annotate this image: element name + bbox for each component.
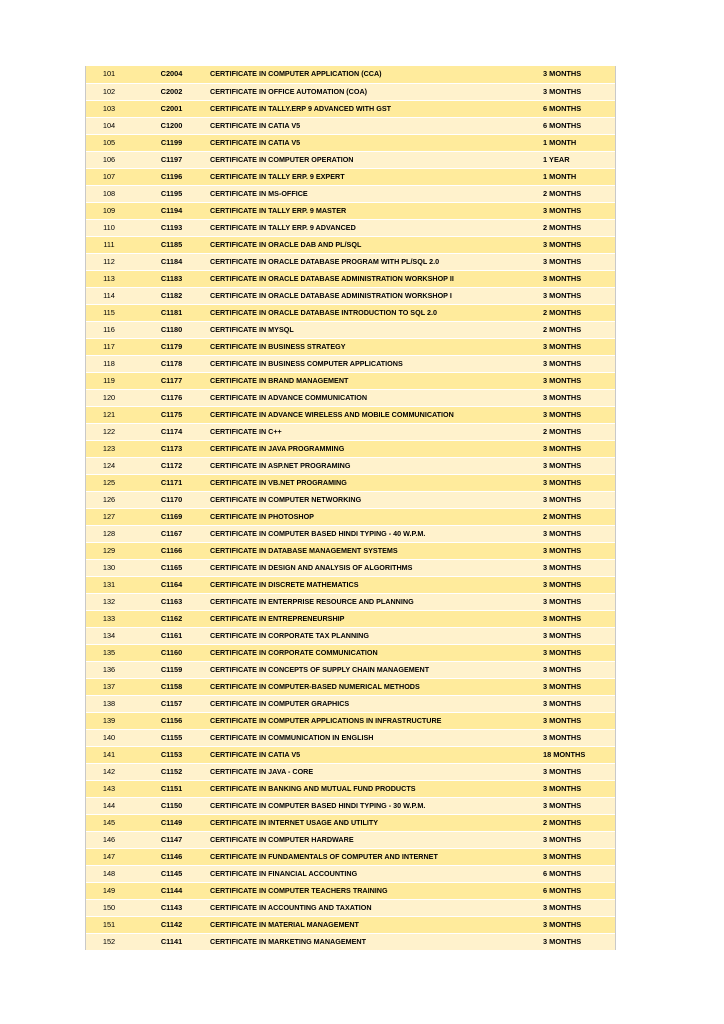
duration-cell: 3 MONTHS <box>537 355 616 372</box>
course-name-cell: CERTIFICATE IN COMPUTER BASED HINDI TYPING - 30 W.P.M. <box>204 797 537 814</box>
course-code-cell: C1175 <box>133 406 204 423</box>
table-row <box>85 457 616 474</box>
serial-number-cell: 126 <box>85 491 133 508</box>
course-name-cell: CERTIFICATE IN ORACLE DATABASE PROGRAM WITH PL/SQL 2.0 <box>204 253 537 270</box>
serial-number-cell: 123 <box>85 440 133 457</box>
course-code-cell: C1199 <box>133 134 204 151</box>
course-code-cell: C1174 <box>133 423 204 440</box>
course-code-cell: C1145 <box>133 865 204 882</box>
table-row <box>85 695 616 712</box>
course-code-cell: C1162 <box>133 610 204 627</box>
course-code-cell: C1173 <box>133 440 204 457</box>
duration-cell: 3 MONTHS <box>537 899 616 916</box>
course-name-cell: CERTIFICATE IN COMPUTER TEACHERS TRAINING <box>204 882 537 899</box>
course-code-cell: C1184 <box>133 253 204 270</box>
duration-cell: 2 MONTHS <box>537 185 616 202</box>
duration-cell: 3 MONTHS <box>537 933 616 950</box>
course-code-cell: C1144 <box>133 882 204 899</box>
table-row <box>85 678 616 695</box>
duration-cell: 3 MONTHS <box>537 780 616 797</box>
duration-cell: 3 MONTHS <box>537 542 616 559</box>
duration-cell: 3 MONTHS <box>537 712 616 729</box>
course-name-cell: CERTIFICATE IN BUSINESS COMPUTER APPLICATIONS <box>204 355 537 372</box>
course-name-cell: CERTIFICATE IN COMPUTER GRAPHICS <box>204 695 537 712</box>
course-code-cell: C1200 <box>133 117 204 134</box>
table-row <box>85 100 616 117</box>
duration-cell: 3 MONTHS <box>537 491 616 508</box>
course-code-cell: C1170 <box>133 491 204 508</box>
serial-number-cell: 117 <box>85 338 133 355</box>
serial-number-cell: 125 <box>85 474 133 491</box>
duration-cell: 3 MONTHS <box>537 678 616 695</box>
duration-cell: 3 MONTHS <box>537 236 616 253</box>
serial-number-cell: 105 <box>85 134 133 151</box>
course-code-cell: C1178 <box>133 355 204 372</box>
duration-cell: 3 MONTHS <box>537 559 616 576</box>
duration-cell: 2 MONTHS <box>537 814 616 831</box>
table-row <box>85 151 616 168</box>
course-name-cell: CERTIFICATE IN COMPUTER APPLICATION (CCA) <box>204 66 537 83</box>
serial-number-cell: 143 <box>85 780 133 797</box>
course-name-cell: CERTIFICATE IN BUSINESS STRATEGY <box>204 338 537 355</box>
serial-number-cell: 133 <box>85 610 133 627</box>
duration-cell: 3 MONTHS <box>537 593 616 610</box>
course-code-cell: C1159 <box>133 661 204 678</box>
course-code-cell: C1152 <box>133 763 204 780</box>
course-code-cell: C1195 <box>133 185 204 202</box>
table-row <box>85 661 616 678</box>
course-name-cell: CERTIFICATE IN CONCEPTS OF SUPPLY CHAIN MANAGEMENT <box>204 661 537 678</box>
course-name-cell: CERTIFICATE IN ADVANCE WIRELESS AND MOBILE COMMUNICATION <box>204 406 537 423</box>
course-code-cell: C1165 <box>133 559 204 576</box>
table-row <box>85 168 616 185</box>
course-name-cell: CERTIFICATE IN C++ <box>204 423 537 440</box>
serial-number-cell: 146 <box>85 831 133 848</box>
serial-number-cell: 109 <box>85 202 133 219</box>
duration-cell: 3 MONTHS <box>537 202 616 219</box>
course-code-cell: C1166 <box>133 542 204 559</box>
duration-cell: 3 MONTHS <box>537 729 616 746</box>
duration-cell: 2 MONTHS <box>537 219 616 236</box>
duration-cell: 3 MONTHS <box>537 338 616 355</box>
course-name-cell: CERTIFICATE IN CATIA V5 <box>204 746 537 763</box>
table-row <box>85 491 616 508</box>
course-name-cell: CERTIFICATE IN ENTREPRENEURSHIP <box>204 610 537 627</box>
course-name-cell: CERTIFICATE IN OFFICE AUTOMATION (COA) <box>204 83 537 100</box>
table-row <box>85 559 616 576</box>
serial-number-cell: 145 <box>85 814 133 831</box>
duration-cell: 3 MONTHS <box>537 831 616 848</box>
serial-number-cell: 107 <box>85 168 133 185</box>
course-name-cell: CERTIFICATE IN ENTERPRISE RESOURCE AND PLANNING <box>204 593 537 610</box>
serial-number-cell: 120 <box>85 389 133 406</box>
course-code-cell: C1156 <box>133 712 204 729</box>
duration-cell: 2 MONTHS <box>537 423 616 440</box>
course-code-cell: C1180 <box>133 321 204 338</box>
course-name-cell: CERTIFICATE IN INTERNET USAGE AND UTILITY <box>204 814 537 831</box>
course-name-cell: CERTIFICATE IN TALLY ERP. 9 ADVANCED <box>204 219 537 236</box>
course-name-cell: CERTIFICATE IN COMPUTER NETWORKING <box>204 491 537 508</box>
duration-cell: 18 MONTHS <box>537 746 616 763</box>
serial-number-cell: 112 <box>85 253 133 270</box>
serial-number-cell: 136 <box>85 661 133 678</box>
duration-cell: 2 MONTHS <box>537 304 616 321</box>
duration-cell: 3 MONTHS <box>537 406 616 423</box>
table-row <box>85 321 616 338</box>
duration-cell: 3 MONTHS <box>537 83 616 100</box>
course-code-cell: C1194 <box>133 202 204 219</box>
serial-number-cell: 110 <box>85 219 133 236</box>
table-row <box>85 287 616 304</box>
course-code-cell: C1163 <box>133 593 204 610</box>
duration-cell: 2 MONTHS <box>537 508 616 525</box>
course-name-cell: CERTIFICATE IN ORACLE DAB AND PL/SQL <box>204 236 537 253</box>
course-code-cell: C1172 <box>133 457 204 474</box>
duration-cell: 3 MONTHS <box>537 270 616 287</box>
duration-cell: 1 MONTH <box>537 168 616 185</box>
table-row <box>85 338 616 355</box>
duration-cell: 3 MONTHS <box>537 474 616 491</box>
course-name-cell: CERTIFICATE IN COMPUTER OPERATION <box>204 151 537 168</box>
table-row <box>85 763 616 780</box>
table-row <box>85 814 616 831</box>
table-row <box>85 440 616 457</box>
course-name-cell: CERTIFICATE IN COMMUNICATION IN ENGLISH <box>204 729 537 746</box>
table-row <box>85 117 616 134</box>
course-name-cell: CERTIFICATE IN ADVANCE COMMUNICATION <box>204 389 537 406</box>
course-code-cell: C1177 <box>133 372 204 389</box>
course-code-cell: C1143 <box>133 899 204 916</box>
duration-cell: 3 MONTHS <box>537 797 616 814</box>
serial-number-cell: 128 <box>85 525 133 542</box>
course-table <box>85 66 616 951</box>
duration-cell: 3 MONTHS <box>537 763 616 780</box>
table-row <box>85 474 616 491</box>
duration-cell: 3 MONTHS <box>537 287 616 304</box>
serial-number-cell: 114 <box>85 287 133 304</box>
serial-number-cell: 149 <box>85 882 133 899</box>
course-code-cell: C1150 <box>133 797 204 814</box>
course-name-cell: CERTIFICATE IN COMPUTER APPLICATIONS IN INFRASTRUCTURE <box>204 712 537 729</box>
course-name-cell: CERTIFICATE IN DATABASE MANAGEMENT SYSTEMS <box>204 542 537 559</box>
table-row <box>85 882 616 899</box>
serial-number-cell: 134 <box>85 627 133 644</box>
table-row <box>85 933 616 950</box>
course-name-cell: CERTIFICATE IN MARKETING MANAGEMENT <box>204 933 537 950</box>
course-code-cell: C1167 <box>133 525 204 542</box>
course-name-cell: CERTIFICATE IN JAVA - CORE <box>204 763 537 780</box>
course-name-cell: CERTIFICATE IN TALLY.ERP 9 ADVANCED WITH GST <box>204 100 537 117</box>
duration-cell: 3 MONTHS <box>537 848 616 865</box>
course-code-cell: C1183 <box>133 270 204 287</box>
course-table-body <box>85 66 616 950</box>
course-code-cell: C1147 <box>133 831 204 848</box>
serial-number-cell: 132 <box>85 593 133 610</box>
course-name-cell: CERTIFICATE IN TALLY ERP. 9 EXPERT <box>204 168 537 185</box>
course-name-cell: CERTIFICATE IN ORACLE DATABASE ADMINISTRATION WORKSHOP II <box>204 270 537 287</box>
course-code-cell: C1161 <box>133 627 204 644</box>
course-name-cell: CERTIFICATE IN MATERIAL MANAGEMENT <box>204 916 537 933</box>
table-row <box>85 729 616 746</box>
course-code-cell: C1158 <box>133 678 204 695</box>
duration-cell: 3 MONTHS <box>537 916 616 933</box>
course-code-cell: C1149 <box>133 814 204 831</box>
serial-number-cell: 135 <box>85 644 133 661</box>
course-name-cell: CERTIFICATE IN CATIA V5 <box>204 134 537 151</box>
table-row <box>85 899 616 916</box>
duration-cell: 3 MONTHS <box>537 372 616 389</box>
course-code-cell: C1196 <box>133 168 204 185</box>
serial-number-cell: 111 <box>85 236 133 253</box>
course-code-cell: C1157 <box>133 695 204 712</box>
course-name-cell: CERTIFICATE IN CATIA V5 <box>204 117 537 134</box>
course-code-cell: C1181 <box>133 304 204 321</box>
duration-cell: 3 MONTHS <box>537 66 616 83</box>
table-row <box>85 576 616 593</box>
table-row <box>85 712 616 729</box>
table-row <box>85 304 616 321</box>
serial-number-cell: 116 <box>85 321 133 338</box>
course-name-cell: CERTIFICATE IN ACCOUNTING AND TAXATION <box>204 899 537 916</box>
serial-number-cell: 139 <box>85 712 133 729</box>
serial-number-cell: 101 <box>85 66 133 83</box>
table-row <box>85 423 616 440</box>
table-row <box>85 797 616 814</box>
course-name-cell: CERTIFICATE IN DESIGN AND ANALYSIS OF ALGORITHMS <box>204 559 537 576</box>
table-row <box>85 916 616 933</box>
course-name-cell: CERTIFICATE IN MS-OFFICE <box>204 185 537 202</box>
serial-number-cell: 102 <box>85 83 133 100</box>
course-code-cell: C1193 <box>133 219 204 236</box>
serial-number-cell: 113 <box>85 270 133 287</box>
duration-cell: 3 MONTHS <box>537 389 616 406</box>
duration-cell: 3 MONTHS <box>537 627 616 644</box>
serial-number-cell: 106 <box>85 151 133 168</box>
table-row <box>85 372 616 389</box>
course-name-cell: CERTIFICATE IN FUNDAMENTALS OF COMPUTER AND INTERNET <box>204 848 537 865</box>
serial-number-cell: 150 <box>85 899 133 916</box>
table-row <box>85 236 616 253</box>
table-row <box>85 525 616 542</box>
duration-cell: 6 MONTHS <box>537 100 616 117</box>
duration-cell: 1 YEAR <box>537 151 616 168</box>
course-name-cell: CERTIFICATE IN MYSQL <box>204 321 537 338</box>
course-name-cell: CERTIFICATE IN BRAND MANAGEMENT <box>204 372 537 389</box>
serial-number-cell: 131 <box>85 576 133 593</box>
table-row <box>85 66 616 83</box>
course-name-cell: CERTIFICATE IN VB.NET PROGRAMING <box>204 474 537 491</box>
course-code-cell: C1185 <box>133 236 204 253</box>
duration-cell: 3 MONTHS <box>537 457 616 474</box>
table-row <box>85 542 616 559</box>
table-row <box>85 746 616 763</box>
table-row <box>85 831 616 848</box>
course-code-cell: C2004 <box>133 66 204 83</box>
serial-number-cell: 144 <box>85 797 133 814</box>
duration-cell: 3 MONTHS <box>537 610 616 627</box>
serial-number-cell: 115 <box>85 304 133 321</box>
duration-cell: 3 MONTHS <box>537 525 616 542</box>
table-row <box>85 627 616 644</box>
course-code-cell: C1164 <box>133 576 204 593</box>
table-row <box>85 865 616 882</box>
course-list-sheet <box>85 66 616 951</box>
course-code-cell: C1171 <box>133 474 204 491</box>
course-code-cell: C1197 <box>133 151 204 168</box>
serial-number-cell: 104 <box>85 117 133 134</box>
duration-cell: 2 MONTHS <box>537 321 616 338</box>
table-row <box>85 780 616 797</box>
course-name-cell: CERTIFICATE IN DISCRETE MATHEMATICS <box>204 576 537 593</box>
course-name-cell: CERTIFICATE IN COMPUTER HARDWARE <box>204 831 537 848</box>
course-code-cell: C2002 <box>133 83 204 100</box>
course-code-cell: C1151 <box>133 780 204 797</box>
course-code-cell: C1176 <box>133 389 204 406</box>
serial-number-cell: 119 <box>85 372 133 389</box>
serial-number-cell: 148 <box>85 865 133 882</box>
duration-cell: 3 MONTHS <box>537 661 616 678</box>
course-name-cell: CERTIFICATE IN COMPUTER-BASED NUMERICAL METHODS <box>204 678 537 695</box>
duration-cell: 3 MONTHS <box>537 576 616 593</box>
course-code-cell: C2001 <box>133 100 204 117</box>
serial-number-cell: 151 <box>85 916 133 933</box>
duration-cell: 3 MONTHS <box>537 695 616 712</box>
serial-number-cell: 118 <box>85 355 133 372</box>
serial-number-cell: 141 <box>85 746 133 763</box>
duration-cell: 1 MONTH <box>537 134 616 151</box>
course-name-cell: CERTIFICATE IN JAVA PROGRAMMING <box>204 440 537 457</box>
serial-number-cell: 137 <box>85 678 133 695</box>
course-name-cell: CERTIFICATE IN BANKING AND MUTUAL FUND PRODUCTS <box>204 780 537 797</box>
table-row <box>85 389 616 406</box>
course-name-cell: CERTIFICATE IN ORACLE DATABASE INTRODUCTION TO SQL 2.0 <box>204 304 537 321</box>
table-row <box>85 508 616 525</box>
course-code-cell: C1142 <box>133 916 204 933</box>
duration-cell: 3 MONTHS <box>537 644 616 661</box>
course-name-cell: CERTIFICATE IN CORPORATE TAX PLANNING <box>204 627 537 644</box>
serial-number-cell: 121 <box>85 406 133 423</box>
serial-number-cell: 130 <box>85 559 133 576</box>
duration-cell: 6 MONTHS <box>537 865 616 882</box>
serial-number-cell: 127 <box>85 508 133 525</box>
course-code-cell: C1182 <box>133 287 204 304</box>
course-code-cell: C1160 <box>133 644 204 661</box>
course-name-cell: CERTIFICATE IN FINANCIAL ACCOUNTING <box>204 865 537 882</box>
serial-number-cell: 142 <box>85 763 133 780</box>
serial-number-cell: 138 <box>85 695 133 712</box>
table-row <box>85 83 616 100</box>
table-row <box>85 355 616 372</box>
serial-number-cell: 147 <box>85 848 133 865</box>
course-code-cell: C1155 <box>133 729 204 746</box>
course-name-cell: CERTIFICATE IN TALLY ERP. 9 MASTER <box>204 202 537 219</box>
course-code-cell: C1169 <box>133 508 204 525</box>
duration-cell: 3 MONTHS <box>537 253 616 270</box>
course-name-cell: CERTIFICATE IN ORACLE DATABASE ADMINISTRATION WORKSHOP I <box>204 287 537 304</box>
table-row <box>85 134 616 151</box>
duration-cell: 6 MONTHS <box>537 882 616 899</box>
table-row <box>85 644 616 661</box>
course-code-cell: C1146 <box>133 848 204 865</box>
course-code-cell: C1141 <box>133 933 204 950</box>
duration-cell: 3 MONTHS <box>537 440 616 457</box>
table-row <box>85 610 616 627</box>
table-row <box>85 219 616 236</box>
serial-number-cell: 124 <box>85 457 133 474</box>
table-row <box>85 270 616 287</box>
table-row <box>85 185 616 202</box>
course-code-cell: C1153 <box>133 746 204 763</box>
serial-number-cell: 108 <box>85 185 133 202</box>
table-row <box>85 202 616 219</box>
course-name-cell: CERTIFICATE IN PHOTOSHOP <box>204 508 537 525</box>
serial-number-cell: 140 <box>85 729 133 746</box>
serial-number-cell: 152 <box>85 933 133 950</box>
table-row <box>85 593 616 610</box>
table-row <box>85 848 616 865</box>
course-name-cell: CERTIFICATE IN ASP.NET PROGRAMING <box>204 457 537 474</box>
course-code-cell: C1179 <box>133 338 204 355</box>
duration-cell: 6 MONTHS <box>537 117 616 134</box>
table-row <box>85 406 616 423</box>
serial-number-cell: 122 <box>85 423 133 440</box>
course-name-cell: CERTIFICATE IN CORPORATE COMMUNICATION <box>204 644 537 661</box>
serial-number-cell: 129 <box>85 542 133 559</box>
course-name-cell: CERTIFICATE IN COMPUTER BASED HINDI TYPING - 40 W.P.M. <box>204 525 537 542</box>
table-row <box>85 253 616 270</box>
serial-number-cell: 103 <box>85 100 133 117</box>
